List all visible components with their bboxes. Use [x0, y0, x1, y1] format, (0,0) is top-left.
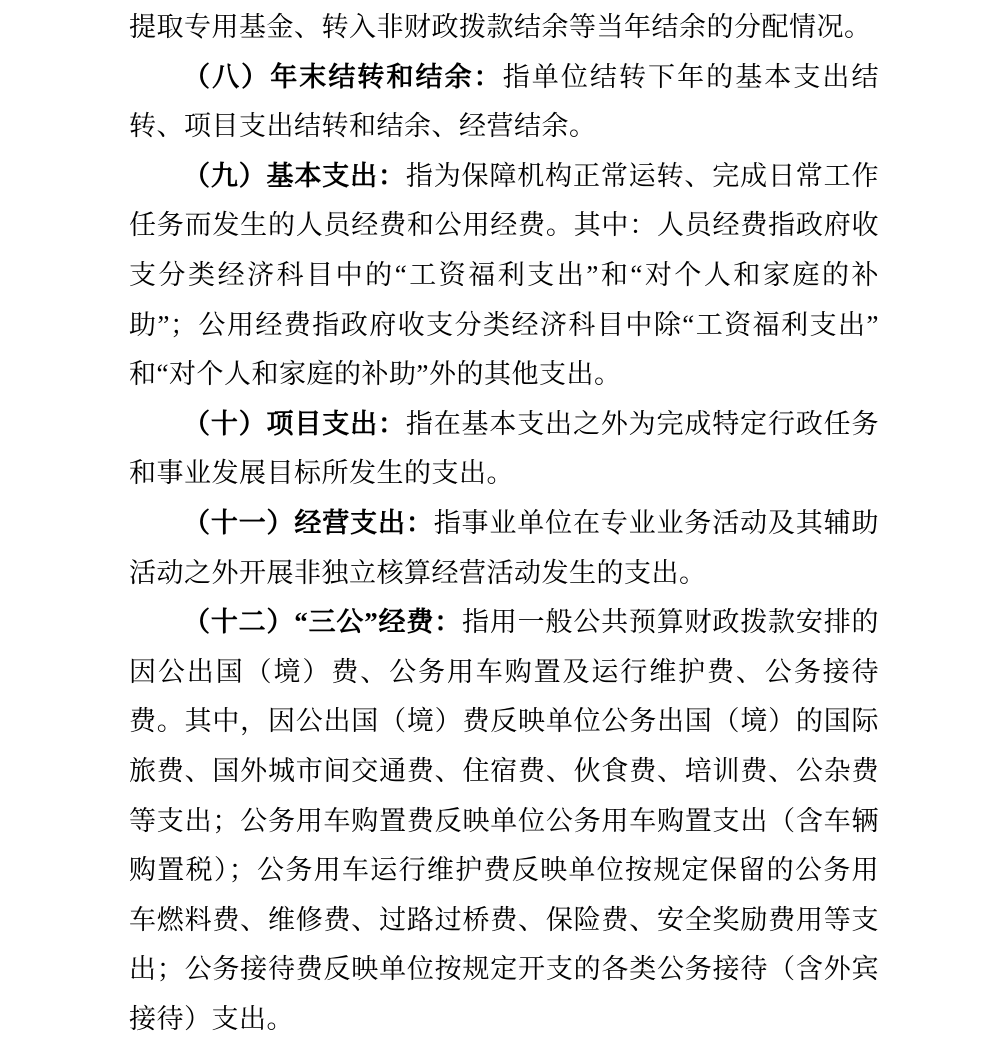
paragraph-body: 指为保障机构正常运转、完成日常工作任务而发生的人员经费和公用经费。其中：人员经费指政府收支分类经济科目中的“工资福利支出”和“对个人和家庭的补助”；公用经费指政府收支分类经济科目中除“工资福利支出”和“对个人和家庭的补助”外的其他支出。	[129, 160, 880, 390]
paragraph-body: 提取专用基金、转入非财政拨款结余等当年结余的分配情况。	[129, 12, 872, 42]
document-text-block	[129, 0, 879, 1042]
paragraph-intro-carryover	[129, 3, 879, 53]
paragraph-8-year-end-carryover	[129, 53, 879, 152]
paragraph-body: 指在基本支出之外为完成特定行政任务和事业发展目标所发生的支出。	[129, 408, 880, 489]
paragraph-12-three-public-funds	[129, 598, 879, 1042]
paragraph-body: 指单位结转下年的基本支出结转、项目支出结转和结余、经营结余。	[129, 61, 880, 142]
paragraph-lead: （十一）经营支出：	[183, 507, 434, 538]
paragraph-lead: （十二）“三公”经费：	[183, 607, 463, 638]
paragraph-9-basic-expenditure	[129, 152, 879, 400]
paragraph-body: 指用一般公共预算财政拨款安排的因公出国（境）费、公务用车购置及运行维护费、公务接待费。其中，因公出国（境）费反映单位公务出国（境）的国际旅费、国外城市间交通费、住宿费、伙食费、培训费、公杂费等支出；公务用车购置费反映单位公务用车购置支出（含车辆购置税）；公务用车运行维护费反映单位按规定保留的公务用车燃料费、维修费、过路过桥费、保险费、安全奖励费用等支出；公务接待费反映单位按规定开支的各类公务接待（含外宾接待）支出。	[129, 607, 880, 1034]
paragraph-lead: （八）年末结转和结余：	[183, 61, 503, 92]
paragraph-body: 指事业单位在专业业务活动及其辅助活动之外开展非独立核算经营活动发生的支出。	[129, 507, 879, 588]
paragraph-lead: （十）项目支出：	[183, 408, 406, 439]
paragraph-11-operating-expenditure	[129, 499, 879, 598]
paragraph-10-project-expenditure	[129, 400, 879, 499]
paragraph-lead: （九）基本支出：	[183, 160, 406, 191]
